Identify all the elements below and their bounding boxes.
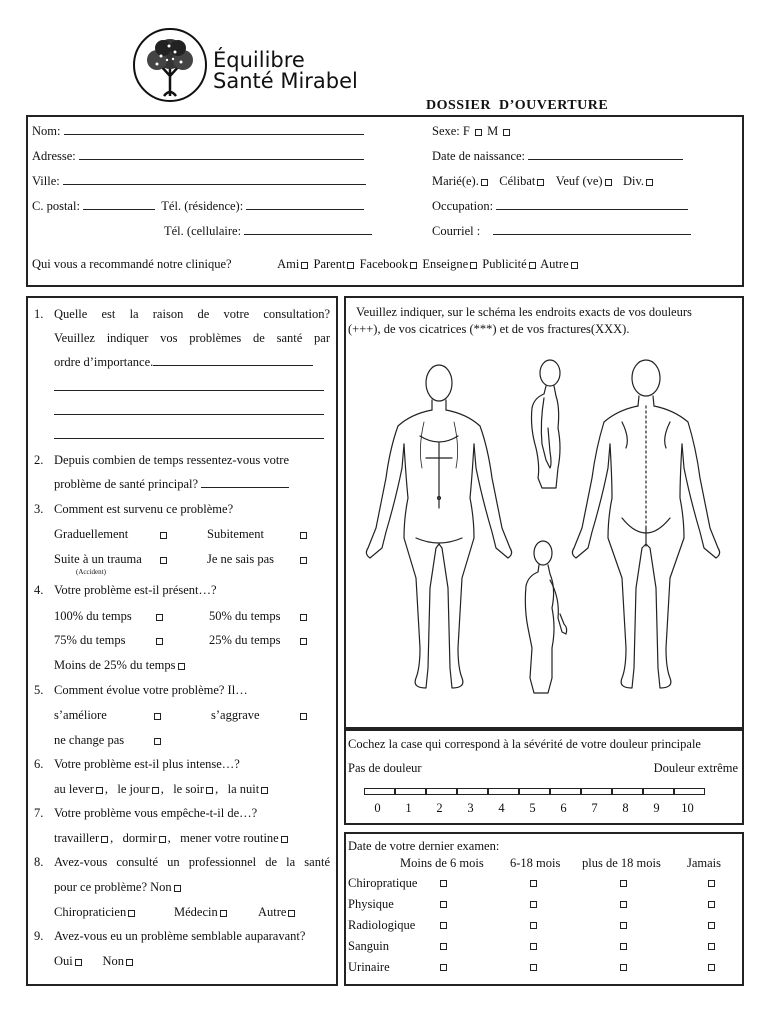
naissance-field[interactable] — [528, 149, 683, 160]
q8-number: 8. — [34, 855, 44, 869]
sexe-m-checkbox[interactable] — [503, 129, 510, 136]
exam-col-jamais: Jamais — [687, 856, 722, 870]
severity-num: 2 — [436, 801, 443, 815]
adresse-label: Adresse: — [32, 149, 76, 163]
q8-text-a: Avez-vous consulté un professionnel de la santé — [54, 855, 330, 869]
div-label: Div. — [622, 174, 645, 188]
q8-chiropraticien-checkbox[interactable] — [128, 910, 135, 917]
q4-opt-50: 50% du temps — [209, 609, 281, 623]
q1-answer-line3[interactable] — [54, 404, 324, 415]
q4-text: Votre problème est-il présent…? — [54, 583, 217, 597]
q1-number: 1. — [34, 307, 44, 321]
q8-opt-chiropraticien: Chiropraticien — [54, 905, 127, 919]
q6-jour-checkbox[interactable] — [152, 787, 159, 794]
severity-num: 3 — [467, 801, 474, 815]
q3-opt-graduellement: Graduellement — [54, 527, 129, 541]
veuf-checkbox[interactable] — [605, 179, 612, 186]
exam-radio-plus18[interactable] — [620, 922, 627, 929]
recommande-label: Qui vous a recommandé notre clinique? — [32, 257, 232, 271]
ville-field[interactable] — [63, 174, 366, 185]
q8-autre-checkbox[interactable] — [288, 910, 295, 917]
exam-physique-jamais[interactable] — [708, 901, 715, 908]
exam-physique-plus18[interactable] — [620, 901, 627, 908]
exam-title: Date de votre dernier examen: — [348, 839, 500, 853]
severity-num: 10 — [681, 801, 694, 815]
option-parent: Parent — [313, 257, 346, 271]
q7-opt-travailler: travailler — [54, 831, 100, 845]
q3-subitement-checkbox[interactable] — [300, 532, 307, 539]
q8-non-label: Non — [150, 880, 172, 894]
parent-checkbox[interactable] — [347, 262, 354, 269]
q7-routine-checkbox[interactable] — [281, 836, 288, 843]
q3-accident-note: (Accident) — [76, 568, 106, 576]
severity-box — [344, 729, 744, 825]
publicite-checkbox[interactable] — [529, 262, 536, 269]
courriel-label: Courriel : — [432, 224, 481, 238]
q3-opt-trauma: Suite à un trauma — [54, 552, 142, 566]
sexe-f-checkbox[interactable] — [475, 129, 482, 136]
veuf-label: Veuf (ve) — [555, 174, 603, 188]
adresse-field[interactable] — [79, 149, 364, 160]
q7-text: Votre problème vous empêche-t-il de…? — [54, 806, 258, 820]
q1-text-a: Quelle est la raison de votre consultation? — [54, 307, 330, 321]
q2-text-a: Depuis combien de temps ressentez-vous votre — [54, 453, 290, 467]
q9-oui-checkbox[interactable] — [75, 959, 82, 966]
option-publicite: Publicité — [482, 257, 527, 271]
severity-num: 0 — [374, 801, 381, 815]
side-body-figure-top — [532, 360, 561, 488]
diagram-instructions-b: (+++), de vos cicatrices (***) et de vos fractures(XXX). — [348, 322, 630, 336]
exam-row-label: Chiropratique — [348, 876, 418, 890]
q6-opt-jour: le jour — [117, 782, 150, 796]
q4-opt-moins25: Moins de 25% du temps — [54, 658, 176, 672]
exam-physique-6-18[interactable] — [530, 901, 537, 908]
q5-aggrave-checkbox[interactable] — [300, 713, 307, 720]
enseigne-checkbox[interactable] — [470, 262, 477, 269]
q6-lever-checkbox[interactable] — [96, 787, 103, 794]
q1-answer-line4[interactable] — [54, 428, 324, 439]
severity-prompt: Cochez la case qui correspond à la sévérité de votre douleur principale — [348, 737, 701, 751]
celibat-label: Célibat — [499, 174, 536, 188]
severity-high-label: Douleur extrême — [653, 761, 738, 775]
tel-cellulaire-field[interactable] — [244, 224, 372, 235]
exam-row-label: Physique — [348, 897, 394, 911]
exam-col-6-18: 6-18 mois — [510, 856, 561, 870]
courriel-field[interactable] — [493, 224, 691, 235]
q9-non-checkbox[interactable] — [126, 959, 133, 966]
marie-label: Marié(e). — [432, 174, 479, 188]
severity-num: 8 — [622, 801, 629, 815]
q1-answer-line1[interactable] — [153, 355, 313, 366]
diagram-instructions-a: Veuillez indiquer, sur le schéma les endroits exacts de vos douleurs — [356, 305, 692, 319]
q7-dormir-checkbox[interactable] — [159, 836, 166, 843]
severity-3-checkbox[interactable] — [457, 788, 488, 795]
questions-box: 1. Quelle est la raison de votre consultation? Veuillez indiquer vos problèmes de santé par ordre d’importance. 2. Depuis combien de temps ressentez-vous votre problème de santé principal? 3. Comment est survenu ce problème? Graduellement Subitement Suite à un trauma (Accident) Je ne sais pas 4. Votre problème est-il présent…? 100% du temps 50% du temps 75% du temps 25% du temps Moins de 25% du temps 5. Comment évolue votre problème? Il… s’améliore s’aggrave ne change pas 6. Votre problème est-il plus intense…? au lever , le jour , le soir , la nuit 7. Votre problème vous empêche-t-il de…? travailler , dormir , mener votre routine 8. Avez-vous consulté un professionnel de la santé pour ce problème? Non Chiropraticien Médecin Autre 9. Avez-vous eu un problème semblable auparavant? Oui Non — [26, 296, 338, 986]
ami-checkbox[interactable] — [301, 262, 308, 269]
logo-line1: Équilibre — [213, 48, 305, 72]
exam-physique-moins6[interactable] — [440, 901, 447, 908]
q2-answer[interactable] — [201, 477, 289, 488]
q4-opt-100: 100% du temps — [54, 609, 132, 623]
q5-number: 5. — [34, 683, 44, 697]
q9-opt-oui: Oui — [54, 954, 73, 968]
q3-graduellement-checkbox[interactable] — [160, 532, 167, 539]
severity-7-checkbox[interactable] — [581, 788, 612, 795]
patient-info-box — [26, 115, 744, 287]
q7-opt-dormir: dormir — [122, 831, 157, 845]
body-diagram[interactable] — [346, 348, 742, 728]
exam-chiro-moins6[interactable] — [440, 880, 447, 887]
exam-row-label: Urinaire — [348, 960, 390, 974]
option-ami: Ami — [277, 257, 300, 271]
severity-5-checkbox[interactable] — [519, 788, 550, 795]
exam-chiro-jamais[interactable] — [708, 880, 715, 887]
q5-opt-aggrave: s’aggrave — [211, 708, 260, 722]
sexe-label: Sexe: F — [432, 124, 470, 138]
option-autre: Autre — [540, 257, 569, 271]
q9-number: 9. — [34, 929, 44, 943]
front-body-figure — [366, 365, 511, 688]
q8-opt-autre: Autre — [258, 905, 287, 919]
q6-nuit-checkbox[interactable] — [261, 787, 268, 794]
occupation-field[interactable] — [496, 199, 688, 210]
severity-scale-row — [362, 801, 703, 816]
q4-75-checkbox[interactable] — [156, 638, 163, 645]
q4-50-checkbox[interactable] — [300, 614, 307, 621]
option-enseigne: Enseigne — [422, 257, 469, 271]
exam-chiro-6-18[interactable] — [530, 880, 537, 887]
logo — [131, 24, 371, 106]
exam-sanguin-jamais[interactable] — [708, 943, 715, 950]
tel-cellulaire-label: Tél. (cellulaire: — [164, 224, 242, 238]
q4-opt-25: 25% du temps — [209, 633, 281, 647]
severity-10-checkbox[interactable] — [674, 788, 705, 795]
q4-moins25-checkbox[interactable] — [178, 663, 185, 670]
back-body-figure — [572, 360, 719, 688]
q1-text-b: Veuillez indiquer vos problèmes de santé par — [54, 331, 330, 345]
q4-opt-75: 75% du temps — [54, 633, 126, 647]
marie-checkbox[interactable] — [481, 179, 488, 186]
q3-ne-sais-pas-checkbox[interactable] — [300, 557, 307, 564]
exam-chiro-plus18[interactable] — [620, 880, 627, 887]
exam-urinaire-plus18[interactable] — [620, 964, 627, 971]
tel-residence-field[interactable] — [246, 199, 364, 210]
q9-text: Avez-vous eu un problème semblable auparavant? — [54, 929, 306, 943]
severity-1-checkbox[interactable] — [395, 788, 426, 795]
q5-opt-ameliore: s’améliore — [54, 708, 107, 722]
q7-travailler-checkbox[interactable] — [101, 836, 108, 843]
q6-opt-lever: au lever — [54, 782, 94, 796]
severity-checkbox-row — [362, 783, 703, 798]
severity-9-checkbox[interactable] — [643, 788, 674, 795]
exam-urinaire-jamais[interactable] — [708, 964, 715, 971]
naissance-label: Date de naissance: — [432, 149, 526, 163]
q7-number: 7. — [34, 806, 44, 820]
q3-number: 3. — [34, 502, 44, 516]
exam-sanguin-6-18[interactable] — [530, 943, 537, 950]
exam-col-plus18: plus de 18 mois — [582, 856, 661, 870]
body-diagram-box — [344, 296, 744, 729]
q4-number: 4. — [34, 583, 44, 597]
q8-text-b: pour ce problème? — [54, 880, 148, 894]
q6-number: 6. — [34, 757, 44, 771]
document-title: DOSSIER D’OUVERTURE — [426, 98, 609, 113]
q4-100-checkbox[interactable] — [156, 614, 163, 621]
q9-opt-non: Non — [102, 954, 125, 968]
q3-opt-ne-sais-pas: Je ne sais pas — [207, 552, 274, 566]
cpostal-field[interactable] — [83, 199, 155, 210]
severity-num: 4 — [498, 801, 505, 815]
q2-number: 2. — [34, 453, 44, 467]
exam-urinaire-6-18[interactable] — [530, 964, 537, 971]
exam-row-label: Radiologique — [348, 918, 416, 932]
exam-row-label: Sanguin — [348, 939, 389, 953]
q1-answer-line2[interactable] — [54, 380, 324, 391]
option-facebook: Facebook — [359, 257, 409, 271]
exam-box — [344, 832, 744, 986]
q5-ameliore-checkbox[interactable] — [154, 713, 161, 720]
occupation-label: Occupation: — [432, 199, 494, 213]
q6-soir-checkbox[interactable] — [206, 787, 213, 794]
tel-residence-label: Tél. (résidence): — [161, 199, 244, 213]
q3-trauma-checkbox[interactable] — [160, 557, 167, 564]
facebook-checkbox[interactable] — [410, 262, 417, 269]
autre-checkbox[interactable] — [571, 262, 578, 269]
severity-8-checkbox[interactable] — [612, 788, 643, 795]
q5-text: Comment évolue votre problème? Il… — [54, 683, 248, 697]
exam-radio-6-18[interactable] — [530, 922, 537, 929]
exam-sanguin-plus18[interactable] — [620, 943, 627, 950]
q8-medecin-checkbox[interactable] — [220, 910, 227, 917]
severity-0-checkbox[interactable] — [364, 788, 395, 795]
side-body-figure-bottom — [525, 541, 566, 693]
sexe-m-label: M — [487, 124, 499, 138]
q2-text-b: problème de santé principal? — [54, 477, 199, 491]
severity-num: 6 — [560, 801, 567, 815]
severity-4-checkbox[interactable] — [488, 788, 519, 795]
exam-sanguin-moins6[interactable] — [440, 943, 447, 950]
q5-opt-ne-change-pas: ne change pas — [54, 733, 125, 747]
div-checkbox[interactable] — [646, 179, 653, 186]
severity-num: 5 — [529, 801, 536, 815]
severity-num: 9 — [653, 801, 660, 815]
q1-text-c: ordre d’importance. — [54, 355, 154, 369]
severity-num: 7 — [591, 801, 598, 815]
q8-non-checkbox[interactable] — [174, 885, 181, 892]
cpostal-label: C. postal: — [32, 199, 80, 213]
celibat-checkbox[interactable] — [537, 179, 544, 186]
severity-num: 1 — [405, 801, 412, 815]
q6-opt-nuit: la nuit — [227, 782, 260, 796]
ville-label: Ville: — [32, 174, 60, 188]
tree-icon — [131, 26, 209, 104]
q6-opt-soir: le soir — [173, 782, 205, 796]
severity-6-checkbox[interactable] — [550, 788, 581, 795]
exam-radio-jamais[interactable] — [708, 922, 715, 929]
q3-text: Comment est survenu ce problème? — [54, 502, 234, 516]
exam-radio-moins6[interactable] — [440, 922, 447, 929]
q6-text: Votre problème est-il plus intense…? — [54, 757, 240, 771]
nom-field[interactable] — [64, 124, 364, 135]
severity-2-checkbox[interactable] — [426, 788, 457, 795]
q4-25-checkbox[interactable] — [300, 638, 307, 645]
q3-opt-subitement: Subitement — [207, 527, 264, 541]
q5-ne-change-pas-checkbox[interactable] — [154, 738, 161, 745]
exam-col-moins6: Moins de 6 mois — [400, 856, 484, 870]
severity-low-label: Pas de douleur — [348, 761, 422, 775]
exam-urinaire-moins6[interactable] — [440, 964, 447, 971]
q7-opt-routine: mener votre routine — [180, 831, 279, 845]
nom-label: Nom: — [32, 124, 61, 138]
logo-line2: Santé Mirabel — [213, 69, 358, 93]
q8-opt-medecin: Médecin — [174, 905, 218, 919]
